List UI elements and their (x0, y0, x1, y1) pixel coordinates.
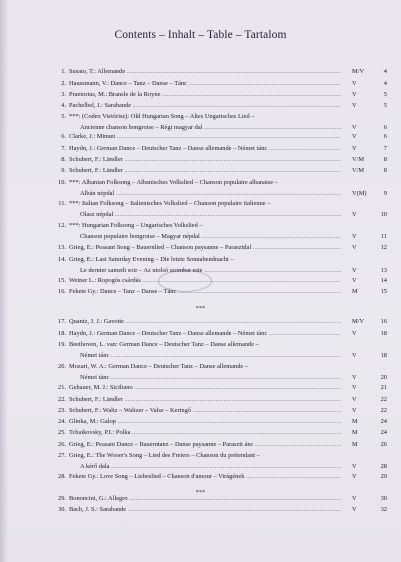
entry-title-line: Mozart, W. A.: German Dance – Deutscher Tanz – Danse allemande – (69, 363, 249, 370)
entry-number: 13. (58, 244, 66, 251)
entry-title-line: A kérő dala ..... (80, 463, 341, 471)
entry-title-line: Grieg, E.: Last Saturday Evening – Die letzte Sonnabendnacht – (69, 256, 234, 263)
entry-number: 2. (61, 80, 66, 87)
entry-title-line: Le dernier samedi soir – Az utolsó szombat este ..... (80, 267, 341, 275)
entry-instrument: M (352, 288, 358, 295)
entry-page-number: 6 (383, 133, 387, 140)
entry-number: 19. (58, 341, 66, 348)
entry-instrument: V (352, 351, 357, 359)
entry-instrument: V (352, 473, 357, 480)
entry-page-number: 21 (380, 384, 387, 391)
entry-page-number: 10 (380, 210, 387, 218)
entry-instrument: M/V (352, 318, 365, 325)
entry-number: 22. (58, 396, 66, 403)
entry-title-line: Chanson populaire hongroise – Magyar népdal ..... (80, 233, 341, 241)
entry-number: 24. (58, 418, 66, 425)
entry-instrument: V (352, 91, 357, 98)
entry-page-number: 15 (380, 288, 387, 295)
entry-instrument: V (352, 266, 357, 274)
entry-title-line: Pachelbel, J.: Sarabande ..... (69, 102, 341, 110)
entry-title-line: Bach, J. S.: Sarabande ..... (69, 506, 341, 514)
entry-page-number: 28 (380, 462, 387, 470)
entry-title-line: Grieg, E.: Peasant Song – Bauernlied – Chanson paysanne – Parasztdal ..... (69, 244, 341, 252)
entry-number: 26. (58, 441, 66, 448)
entry-title-line: Weiner L.: Ropogós csárdás ..... (69, 277, 341, 285)
entry-instrument: V (352, 80, 357, 87)
entry-instrument: V (352, 123, 357, 131)
entry-instrument: V (352, 396, 357, 403)
entry-title-line: Fekete Gy.: Love Song – Liebeslied – Chanson d'amour – Virágének ..... (69, 473, 341, 481)
entry-title-line: Olasz népdal ..... (80, 211, 341, 219)
entry-page-number: 4 (383, 80, 387, 87)
entry-page-number: 13 (380, 266, 387, 274)
entry-title-line: Beethoven, L. van: German Dance – Deutscher Tanz – Danse allemande – (69, 341, 259, 348)
entry-title-line: Albán népdal ..... (80, 190, 341, 198)
entry-number: 27. (58, 452, 66, 459)
entry-page-number: 18 (380, 330, 387, 337)
entry-title-line: ***: Albanian Folksong – Albanisches Volkslied – Chanson populaire albanaise – (69, 179, 278, 186)
entry-instrument: V (352, 277, 357, 284)
entry-instrument: M (352, 441, 358, 448)
entry-title-line: Német tánc ..... (80, 374, 341, 382)
entry-instrument: V(M) (352, 189, 367, 197)
entry-title-line: Bononcini, G.: Allegro ..... (69, 495, 341, 503)
entry-title-line: ***: (Codex Vietórisz): Old Hungarian Song – Altes Ungarisches Lied – (69, 113, 255, 120)
entry-title-line: Clarke, J.: Minuet ..... (69, 133, 341, 141)
entry-number: 29. (58, 495, 66, 502)
entry-title-line: Schubert, F.: Ländler ..... (69, 167, 341, 175)
entry-title-line: Schubert, F.: Ländler ..... (69, 156, 341, 164)
entry-page-number: 18 (380, 351, 387, 359)
entry-page-number: 4 (383, 68, 387, 75)
entry-number: 28. (58, 473, 66, 480)
entry-title-line: Quantz, J. J.: Gavotte ..... (69, 318, 341, 326)
entry-title-line: Schubert, F.: Ländler ..... (69, 396, 341, 404)
entry-number: 1. (61, 68, 66, 75)
entry-title-line: Haydn, J.: German Dance – Deutscher Tanz – Danse allemande – Német tánc ..... (69, 330, 341, 338)
entry-page-number: 14 (380, 277, 387, 284)
entry-page-number: 29 (380, 473, 387, 480)
entry-page-number: 26 (380, 441, 387, 448)
entry-page-number: 9 (383, 189, 387, 197)
entry-title-line: Tchaikovsky, P.I.: Polka ..... (69, 429, 341, 437)
entry-instrument: V (352, 506, 357, 513)
entry-number: 30. (58, 506, 66, 513)
entry-title-line: Susato, T.: Allemande ..... (69, 68, 341, 76)
entry-page-number: 12 (380, 244, 387, 251)
entry-page-number: 7 (383, 145, 387, 152)
entry-instrument: V (352, 133, 357, 140)
entry-number: 7. (61, 145, 66, 152)
entry-page-number: 22 (380, 407, 387, 414)
page-title: Contents – Inhalt – Table – Tartalom (114, 29, 287, 41)
entry-page-number: 32 (380, 506, 387, 513)
entry-number: 14. (58, 256, 66, 263)
entry-title-line: Grieg, E.: Peasant Dance – Bauerntanz – Danse paysanne – Parasztt ánc ..... (69, 441, 341, 449)
entry-number: 11. (58, 200, 66, 207)
entry-title-line: Grieg, E.: The Wooer's Song – Lied des Freiers – Chanson du prétendant – (69, 452, 260, 459)
entry-instrument: V (352, 407, 357, 414)
entry-instrument: M (352, 429, 358, 436)
entry-number: 16. (58, 288, 66, 295)
entry-instrument: M/V (352, 68, 365, 75)
entry-number: 15. (58, 277, 66, 284)
entry-instrument: V (352, 102, 357, 109)
entry-number: 10. (58, 179, 66, 186)
entry-title-line: Ancienne chanson hongroise – Régi magyar dal ..... (80, 124, 341, 132)
entry-page-number: 8 (383, 167, 387, 174)
entry-page-number: 22 (380, 396, 387, 403)
entry-title-line: Gehauer, M. J.: Siciliano ..... (69, 384, 341, 392)
entry-instrument: V (352, 145, 357, 152)
entry-number: 5. (61, 113, 66, 120)
entry-instrument: V (352, 373, 357, 381)
entry-title-line: Schubert, F.: Waltz – Waltzer – Valse – Keringő ..... (69, 407, 341, 415)
entry-number: 17. (58, 318, 66, 325)
entry-title-line: Glinka, M.: Galop ..... (69, 418, 341, 426)
entry-instrument: V (352, 330, 357, 337)
entry-title-line: ***: Hungarian Folksong – Ungarisches Volkslied – (69, 222, 203, 229)
entry-page-number: 16 (380, 318, 387, 325)
entry-instrument: V (352, 232, 357, 240)
entry-page-number: 6 (383, 123, 387, 131)
entry-instrument: V (352, 495, 357, 502)
entry-title-line: ***: Italian Folksong – Italienisches Volkslied – Chanson populaire italienne – (69, 200, 271, 207)
entry-number: 9. (61, 167, 66, 174)
entry-number: 3. (61, 91, 66, 98)
entry-number: 23. (58, 407, 66, 414)
entry-page-number: 8 (383, 156, 387, 163)
entry-instrument: V (352, 462, 357, 470)
separator-2: *** (195, 489, 206, 496)
entry-instrument: V (352, 244, 357, 251)
entry-title-line: Német tánc ..... (80, 352, 341, 360)
entry-page-number: 24 (380, 429, 387, 436)
entry-title-line: Fekete Gy.: Dance – Tanz – Danse – Tánc ..... (69, 288, 341, 296)
entry-title-line: Haydn, J.: German Dance – Deutscher Tanz – Danse allemande – Német tánc ..... (69, 145, 341, 153)
entry-number: 12. (58, 222, 66, 229)
entry-title-line: Praetorius, M.: Bransle de la Royne ..... (69, 91, 341, 99)
entry-page-number: 11 (380, 232, 387, 240)
entry-number: 18. (58, 330, 66, 337)
entry-number: 8. (61, 156, 66, 163)
entry-page-number: 5 (383, 102, 387, 109)
entry-number: 25. (58, 429, 66, 436)
entry-page-number: 5 (383, 91, 387, 98)
entry-number: 21. (58, 384, 66, 391)
entry-instrument: M (352, 418, 358, 425)
entry-title-line: Haussmann, V.: Dance – Tanz – Danse – Tánc ..... (69, 80, 341, 88)
entry-page-number: 24 (380, 418, 387, 425)
entry-page-number: 20 (380, 373, 387, 381)
entry-number: 4. (61, 102, 66, 109)
entry-number: 6. (61, 133, 66, 140)
entry-number: 20. (58, 363, 66, 370)
entry-instrument: V (352, 210, 357, 218)
entry-instrument: V/M (352, 156, 365, 163)
entry-page-number: 30 (380, 495, 387, 502)
entry-instrument: V/M (352, 167, 365, 174)
separator-1: *** (195, 305, 206, 312)
entry-instrument: V (352, 384, 357, 391)
